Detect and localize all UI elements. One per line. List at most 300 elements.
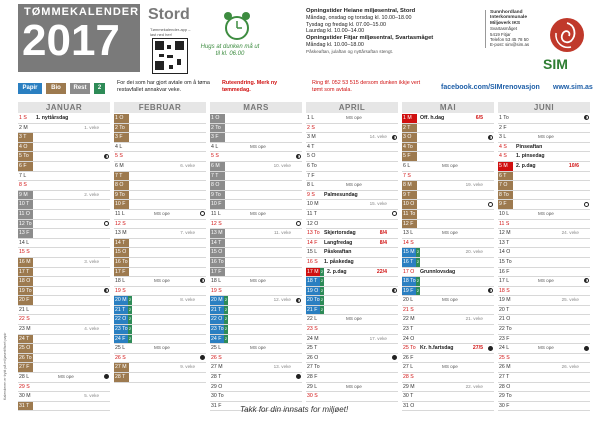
day-row bbox=[498, 392, 590, 402]
week-number: 22. veke bbox=[465, 383, 483, 389]
day-cell: 5 S bbox=[211, 153, 219, 160]
moon-phase-icon bbox=[392, 355, 397, 360]
day-cell: 11 L bbox=[115, 210, 125, 217]
day-row bbox=[18, 287, 110, 297]
day-cell: 22 O bbox=[210, 315, 225, 324]
day-cell: 22 O bbox=[114, 315, 129, 324]
month-column bbox=[498, 114, 590, 411]
day-row bbox=[402, 392, 494, 402]
moon-phase-icon bbox=[392, 135, 397, 140]
day-row bbox=[18, 239, 110, 249]
day-cell: 28 L bbox=[19, 374, 30, 381]
day-cell: 19 M bbox=[499, 297, 511, 304]
week-number: 8. veke bbox=[180, 297, 195, 303]
route-change-date: 22/4 bbox=[376, 268, 387, 275]
day-row bbox=[402, 181, 494, 191]
day-row bbox=[498, 124, 590, 134]
opening-line: Tysdag og fredag kl. 07.00–15.00 bbox=[306, 21, 387, 28]
moon-phase-icon bbox=[584, 115, 589, 120]
day-row bbox=[210, 258, 302, 268]
day-cell: 15 To bbox=[499, 258, 512, 265]
day-cell: 6 L bbox=[403, 162, 411, 169]
day-cell: 29 L bbox=[307, 383, 318, 390]
day-cell: 19 F bbox=[402, 287, 417, 296]
month-header: JUNI bbox=[498, 102, 590, 113]
day-row bbox=[498, 162, 590, 172]
biweekly-marker: 2 bbox=[320, 268, 324, 277]
day-row bbox=[498, 363, 590, 373]
day-row bbox=[306, 315, 398, 325]
day-row bbox=[18, 248, 110, 258]
day-cell: 15 O bbox=[210, 248, 225, 257]
day-row bbox=[498, 277, 590, 287]
week-number: 14. veke bbox=[369, 134, 387, 140]
day-cell: 3 M bbox=[307, 134, 316, 141]
day-cell: 27 T bbox=[499, 374, 510, 381]
biweekly-marker: 2 bbox=[128, 296, 132, 305]
moon-phase-icon bbox=[104, 221, 109, 226]
day-row bbox=[402, 344, 494, 354]
day-cell: 14 S bbox=[403, 239, 414, 246]
day-row bbox=[498, 373, 590, 383]
moon-phase-icon bbox=[488, 288, 493, 293]
day-row bbox=[498, 258, 590, 268]
week-number: 21. veke bbox=[465, 316, 483, 322]
qr-caption: Tømmekalender-app – last ned her! bbox=[150, 27, 191, 37]
kicker: TØMMEKALENDER bbox=[24, 6, 140, 18]
day-cell: 10 L bbox=[499, 210, 510, 217]
biweekly-marker: 2 bbox=[128, 306, 132, 315]
day-row bbox=[210, 383, 302, 393]
day-cell: 20 T bbox=[499, 306, 510, 313]
day-cell: 28 T bbox=[114, 373, 129, 382]
day-row bbox=[306, 268, 398, 278]
day-cell: 28 F bbox=[307, 374, 318, 381]
day-cell: 2 M bbox=[19, 124, 28, 131]
day-cell: 20 F bbox=[18, 296, 33, 305]
day-row bbox=[402, 172, 494, 182]
day-row bbox=[114, 162, 206, 172]
day-cell: 23 To bbox=[115, 326, 128, 333]
day-cell: 5 F bbox=[402, 152, 417, 161]
route-change-date: 27/5 bbox=[472, 345, 483, 352]
day-cell: 30 To bbox=[211, 393, 224, 400]
week-number: 13. veke bbox=[273, 364, 291, 370]
day-cell: 9 To bbox=[210, 191, 225, 200]
day-row bbox=[18, 133, 110, 143]
day-row bbox=[210, 229, 302, 239]
day-cell: 4 L bbox=[211, 143, 219, 150]
week-number: 24. veke bbox=[561, 230, 579, 236]
day-cell: 21 O bbox=[499, 316, 511, 323]
day-row bbox=[210, 143, 302, 153]
year: 2017 bbox=[22, 16, 120, 65]
biweekly-marker: 2 bbox=[416, 277, 420, 286]
legend-papir: Papir bbox=[18, 83, 42, 94]
day-row bbox=[402, 124, 494, 134]
day-row bbox=[114, 229, 206, 239]
biweekly-marker: 2 bbox=[224, 325, 228, 334]
day-row bbox=[498, 306, 590, 316]
qr-code-icon[interactable] bbox=[152, 38, 188, 74]
day-row bbox=[114, 239, 206, 249]
day-cell: 12 S bbox=[115, 220, 126, 227]
day-row bbox=[306, 354, 398, 364]
ms-open-note: MS ope bbox=[58, 374, 74, 380]
day-row bbox=[498, 402, 590, 412]
day-row bbox=[306, 172, 398, 182]
company-email: E-post: sim@sim.as bbox=[490, 42, 530, 48]
day-cell: 18 T bbox=[306, 277, 321, 286]
day-cell: 24 L bbox=[499, 345, 510, 352]
call-note: Ring tlf. 052 53 515 dersom dunken ikkje vert tømt som avtala. bbox=[312, 80, 421, 93]
day-row bbox=[498, 335, 590, 345]
day-row bbox=[306, 152, 398, 162]
biweekly-marker: 2 bbox=[320, 306, 324, 315]
day-cell: 14 T bbox=[114, 239, 129, 248]
day-cell: 27 F bbox=[18, 363, 33, 372]
biweekly-marker: 2 bbox=[416, 258, 420, 267]
day-row bbox=[498, 354, 590, 364]
day-cell: 18 S bbox=[499, 287, 510, 294]
day-cell: 6 To bbox=[307, 162, 317, 169]
day-row bbox=[18, 152, 110, 162]
day-cell: 27 To bbox=[307, 364, 320, 371]
holiday-note: 2. p.dag bbox=[516, 162, 536, 169]
day-row bbox=[210, 287, 302, 297]
day-cell: 17 M bbox=[306, 268, 321, 277]
put-out-reminder: Hugs at dunken må ut til kl. 06.00 bbox=[200, 44, 260, 57]
route-change-date: 8/4 bbox=[379, 230, 387, 237]
ms-open-note: MS ope bbox=[442, 364, 458, 370]
day-cell: 24 F bbox=[114, 335, 129, 344]
biweekly-marker: 2 bbox=[320, 296, 324, 305]
day-cell: 4 L bbox=[115, 143, 123, 150]
day-row bbox=[114, 268, 206, 278]
day-cell: 1 O bbox=[210, 114, 225, 123]
day-row bbox=[306, 296, 398, 306]
day-cell: 8 S bbox=[19, 182, 27, 189]
month-column bbox=[18, 114, 110, 411]
day-cell: 13 To bbox=[307, 230, 320, 237]
day-row bbox=[18, 143, 110, 153]
moon-phase-icon bbox=[200, 211, 205, 216]
opening-hours bbox=[306, 8, 433, 56]
holiday-note: Off. h.dag bbox=[420, 115, 445, 121]
moon-phase-icon bbox=[488, 202, 493, 207]
day-row bbox=[210, 152, 302, 162]
biweekly-marker: 2 bbox=[128, 325, 132, 334]
day-row bbox=[18, 229, 110, 239]
day-cell: 15 L bbox=[307, 249, 318, 256]
day-cell: 31 O bbox=[403, 402, 415, 409]
day-row bbox=[306, 373, 398, 383]
week-number: 2. veke bbox=[84, 191, 99, 197]
day-row bbox=[210, 296, 302, 306]
week-number: 6. veke bbox=[180, 162, 195, 168]
day-row bbox=[402, 402, 494, 412]
opening-line: Laurdag kl. 10.00–14.00 bbox=[306, 28, 365, 35]
route-change-date: 10/6 bbox=[568, 162, 579, 169]
day-row bbox=[498, 181, 590, 191]
day-cell: 11 O bbox=[18, 210, 33, 219]
day-row bbox=[114, 258, 206, 268]
day-cell: 2 S bbox=[307, 124, 315, 131]
day-row bbox=[114, 210, 206, 220]
day-row bbox=[498, 268, 590, 278]
day-cell: 3 L bbox=[499, 134, 507, 141]
day-row bbox=[114, 143, 206, 153]
week-number: 26. veke bbox=[561, 364, 579, 370]
day-row bbox=[306, 383, 398, 393]
day-row bbox=[18, 172, 110, 182]
day-cell: 27 M bbox=[211, 364, 223, 371]
route-change-note bbox=[222, 80, 300, 94]
day-cell: 10 O bbox=[402, 200, 417, 209]
day-row bbox=[402, 143, 494, 153]
day-cell: 25 T bbox=[307, 345, 318, 352]
day-cell: 12 F bbox=[402, 220, 417, 229]
day-cell: 25 S bbox=[499, 354, 510, 361]
day-cell: 8 O bbox=[210, 181, 225, 190]
ms-open-note: MS ope bbox=[154, 278, 170, 284]
biweekly-marker: 2 bbox=[416, 248, 420, 257]
day-row bbox=[210, 172, 302, 182]
day-row bbox=[402, 152, 494, 162]
day-cell: 7 L bbox=[19, 172, 27, 179]
day-cell: 18 L bbox=[115, 278, 126, 285]
facebook-link[interactable]: facebook.com/SIMrenovasjon bbox=[441, 84, 540, 91]
ms-open-note: MS ope bbox=[538, 345, 554, 351]
ms-open-note: MS ope bbox=[346, 383, 362, 389]
company-addr2: 5419 Fitjar bbox=[490, 31, 511, 37]
day-row bbox=[18, 373, 110, 383]
day-cell: 18 L bbox=[211, 278, 222, 285]
day-row bbox=[210, 306, 302, 316]
day-cell: 26 S bbox=[211, 354, 222, 361]
day-row bbox=[210, 354, 302, 364]
day-cell: 2 To bbox=[210, 124, 225, 133]
moon-phase-icon bbox=[200, 355, 205, 360]
moon-phase-icon bbox=[296, 298, 301, 303]
day-cell: 28 S bbox=[403, 374, 414, 381]
moon-phase-icon bbox=[200, 278, 205, 283]
day-row bbox=[402, 133, 494, 143]
day-row bbox=[114, 373, 206, 383]
day-cell: 13 M bbox=[210, 229, 225, 238]
day-cell: 3 F bbox=[210, 133, 225, 142]
day-cell: 1 O bbox=[114, 114, 129, 123]
day-cell: 16 S bbox=[307, 258, 318, 265]
day-row bbox=[306, 277, 398, 287]
day-cell: 28 T bbox=[211, 374, 222, 381]
day-cell: 2 To bbox=[114, 124, 129, 133]
day-row bbox=[18, 383, 110, 393]
day-cell: 24 T bbox=[18, 335, 33, 344]
day-row bbox=[18, 277, 110, 287]
day-cell: 25 L bbox=[211, 345, 222, 352]
day-cell: 20 To bbox=[307, 297, 320, 304]
day-cell: 17 F bbox=[210, 268, 225, 277]
day-row bbox=[18, 268, 110, 278]
day-row bbox=[114, 200, 206, 210]
day-row bbox=[498, 344, 590, 354]
holiday-note: Pinseaftan bbox=[516, 143, 543, 150]
legend-rest: Rest bbox=[70, 83, 90, 94]
day-cell: 13 M bbox=[115, 230, 127, 237]
moon-phase-icon bbox=[584, 202, 589, 207]
day-cell: 4 S bbox=[499, 153, 507, 160]
moon-phase-icon bbox=[488, 135, 493, 140]
day-row bbox=[306, 258, 398, 268]
day-row bbox=[114, 220, 206, 230]
day-cell: 25 L bbox=[115, 345, 126, 352]
day-cell: 20 M bbox=[210, 296, 225, 305]
day-row bbox=[18, 296, 110, 306]
day-row bbox=[18, 325, 110, 335]
day-row bbox=[210, 191, 302, 201]
day-cell: 15 S bbox=[19, 249, 30, 256]
ms-open-note: MS ope bbox=[442, 162, 458, 168]
day-row bbox=[114, 114, 206, 124]
ms-open-note: MS ope bbox=[346, 182, 362, 188]
holiday-note: 1. nyttårsdag bbox=[36, 115, 69, 121]
day-row bbox=[18, 200, 110, 210]
day-row bbox=[114, 354, 206, 364]
biweekly-marker: 2 bbox=[224, 296, 228, 305]
day-row bbox=[402, 200, 494, 210]
day-row bbox=[306, 392, 398, 402]
opening-fine: Påskeaftan, julaftan og nyttårsaftan stengt. bbox=[306, 48, 394, 54]
day-cell: 2 F bbox=[499, 124, 507, 131]
day-cell: 16 T bbox=[402, 258, 417, 267]
month-header: FEBRUAR bbox=[114, 102, 206, 113]
day-cell: 14 L bbox=[19, 239, 30, 246]
day-cell: 18 To bbox=[403, 278, 416, 285]
holiday-note: 2. p.dag bbox=[327, 268, 347, 275]
day-row bbox=[402, 268, 494, 278]
biweekly-marker: 2 bbox=[128, 335, 132, 344]
day-row bbox=[18, 258, 110, 268]
day-row bbox=[18, 392, 110, 402]
day-row bbox=[114, 296, 206, 306]
day-row bbox=[114, 325, 206, 335]
day-cell: 15 M bbox=[402, 248, 417, 257]
moon-phase-icon bbox=[296, 221, 301, 226]
day-cell: 17 O bbox=[403, 268, 415, 275]
day-row bbox=[306, 325, 398, 335]
day-cell: 17 L bbox=[499, 278, 510, 285]
day-cell: 9 F bbox=[498, 200, 513, 209]
day-row bbox=[18, 315, 110, 325]
day-cell: 5 S bbox=[115, 153, 123, 160]
day-row bbox=[18, 402, 110, 412]
day-cell: 12 To bbox=[19, 220, 32, 227]
day-cell: 14 O bbox=[499, 249, 511, 256]
day-cell: 3 F bbox=[114, 133, 129, 142]
day-row bbox=[114, 277, 206, 287]
day-row bbox=[498, 143, 590, 153]
website-link[interactable]: www.sim.as bbox=[553, 84, 593, 91]
day-row bbox=[402, 287, 494, 297]
day-row bbox=[306, 200, 398, 210]
day-cell: 16 To bbox=[211, 258, 224, 265]
day-row bbox=[402, 239, 494, 249]
day-row bbox=[306, 363, 398, 373]
moon-phase-icon bbox=[584, 278, 589, 283]
day-cell: 9 M bbox=[18, 191, 33, 200]
day-row bbox=[402, 296, 494, 306]
day-row bbox=[306, 229, 398, 239]
company-phone: Telefon 53 45 78 50 bbox=[490, 37, 529, 43]
day-cell: 21 T bbox=[210, 306, 225, 315]
day-row bbox=[114, 363, 206, 373]
side-print-note: Kalenderen er trykt på miljøsertifisert papir bbox=[3, 332, 7, 400]
day-row bbox=[18, 363, 110, 373]
legend-desc: For dei som har gjort avtale om å tøma restavfallet annakvar veke. bbox=[117, 80, 210, 93]
day-row bbox=[498, 325, 590, 335]
day-cell: 28 O bbox=[499, 383, 511, 390]
day-row bbox=[210, 210, 302, 220]
moon-phase-icon bbox=[296, 374, 301, 379]
day-cell: 26 O bbox=[307, 354, 319, 361]
day-row bbox=[402, 220, 494, 230]
holiday-note: Påskeaftan bbox=[324, 249, 352, 256]
day-row bbox=[18, 210, 110, 220]
day-cell: 6 M bbox=[210, 162, 225, 171]
day-row bbox=[114, 152, 206, 162]
ms-open-note: MS ope bbox=[346, 115, 362, 120]
day-cell: 26 F bbox=[403, 354, 414, 361]
day-cell: 12 S bbox=[211, 220, 222, 227]
day-cell: 26 S bbox=[115, 354, 126, 361]
week-number: 10. veke bbox=[273, 162, 291, 168]
day-row bbox=[306, 181, 398, 191]
day-cell: 30 F bbox=[499, 402, 510, 409]
day-row bbox=[114, 287, 206, 297]
day-cell: 31 T bbox=[18, 402, 33, 411]
day-cell: 11 L bbox=[211, 210, 221, 217]
day-cell: 19 S bbox=[211, 287, 222, 294]
day-cell: 5 O bbox=[307, 153, 316, 160]
week-number: 1. veke bbox=[84, 124, 99, 130]
day-cell: 8 To bbox=[498, 191, 513, 200]
day-cell: 12 O bbox=[307, 220, 319, 227]
ms-open-note: MS ope bbox=[538, 134, 554, 140]
day-cell: 9 S bbox=[307, 191, 315, 198]
day-row bbox=[306, 162, 398, 172]
company-info bbox=[485, 10, 534, 48]
day-cell: 9 To bbox=[114, 191, 129, 200]
route-change-text: Ruteendring. Merk ny tømmedag. bbox=[222, 80, 278, 93]
day-cell: 23 M bbox=[19, 326, 31, 333]
day-row bbox=[18, 306, 110, 316]
moon-phase-icon bbox=[392, 211, 397, 216]
day-cell: 4 S bbox=[499, 143, 507, 150]
route-change-date: 6/5 bbox=[475, 115, 483, 121]
day-cell: 4 O bbox=[18, 143, 33, 152]
day-cell: 4 T bbox=[307, 143, 315, 150]
moon-phase-icon bbox=[104, 374, 109, 379]
day-cell: 26 To bbox=[19, 354, 32, 361]
day-row bbox=[210, 248, 302, 258]
day-row bbox=[498, 191, 590, 201]
moon-phase-icon bbox=[488, 346, 493, 351]
day-cell: 16 F bbox=[499, 268, 510, 275]
day-cell: 21 F bbox=[306, 306, 321, 315]
day-row bbox=[306, 306, 398, 316]
legend-bio: Bio bbox=[46, 83, 66, 94]
